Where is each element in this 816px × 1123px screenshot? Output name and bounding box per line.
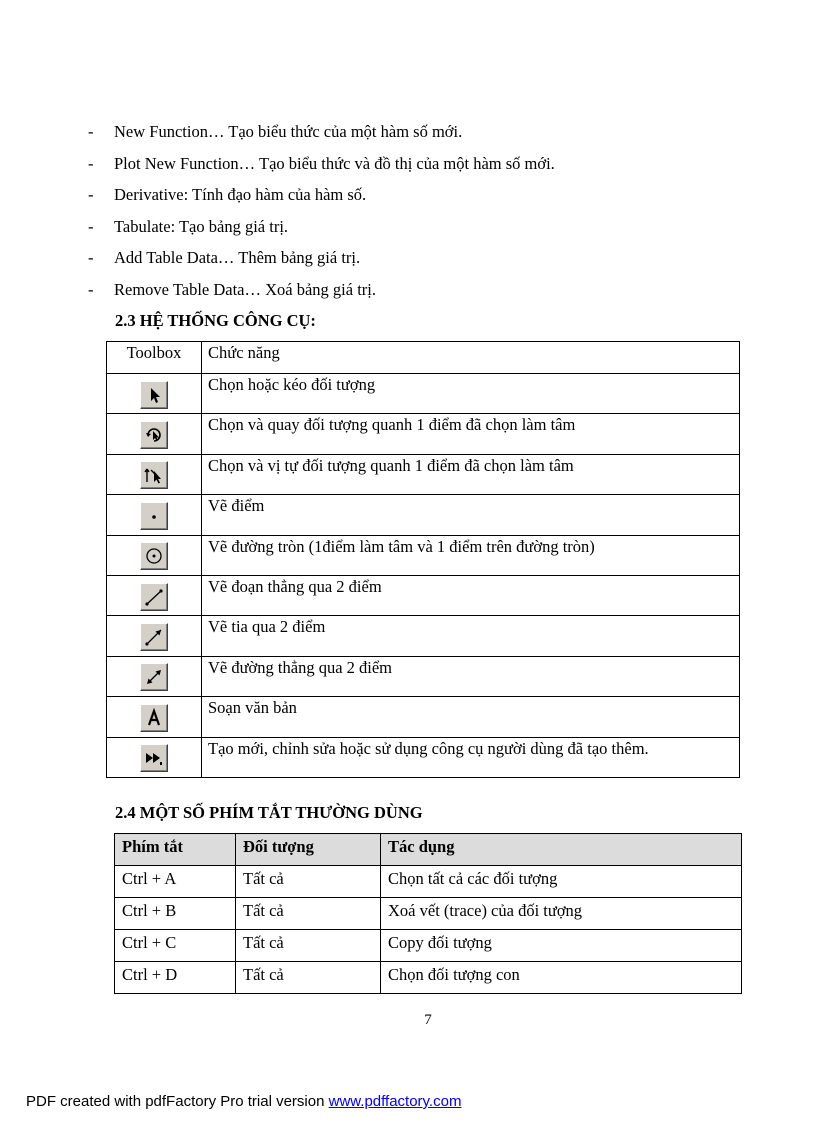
column-header-effect: Tác dụng (381, 834, 742, 866)
bullet-dash: - (88, 122, 94, 141)
tool-description: Vẽ đường tròn (1điểm làm tâm và 1 điểm trên đường tròn) (202, 535, 740, 575)
object-cell: Tất cả (236, 898, 381, 930)
tool-description: Vẽ tia qua 2 điểm (202, 616, 740, 656)
table-row (107, 575, 740, 615)
table-row (107, 697, 740, 737)
table-row (115, 962, 742, 994)
tool-description: Vẽ đoạn thẳng qua 2 điểm (202, 575, 740, 615)
rotate-icon (140, 421, 168, 449)
table-row (107, 414, 740, 454)
table-row (115, 866, 742, 898)
toolbox-table (106, 341, 740, 778)
shortcut-cell: Ctrl + B (115, 898, 236, 930)
effect-cell: Copy đối tượng (381, 930, 742, 962)
tool-description: Vẽ đường thẳng qua 2 điểm (202, 656, 740, 696)
footer-text: PDF created with pdfFactory Pro trial version (26, 1093, 329, 1110)
pdf-footer (26, 1093, 461, 1110)
shortcut-cell: Ctrl + C (115, 930, 236, 962)
column-header-object: Đối tượng (236, 834, 381, 866)
bullet-text: Remove Table Data… Xoá bảng giá trị. (114, 279, 377, 299)
tool-description: Chọn và vị tự đối tượng quanh 1 điểm đã chọn làm tâm (202, 454, 740, 494)
effect-cell: Chọn đối tượng con (381, 962, 742, 994)
table-row (115, 898, 742, 930)
list-item (88, 150, 788, 182)
list-item (88, 244, 788, 276)
bullet-text: Add Table Data… Thêm bảng giá trị. (114, 248, 361, 267)
list-item (88, 276, 788, 308)
bullet-dash: - (88, 216, 94, 236)
table-header-row (115, 834, 742, 866)
footer-link[interactable]: www.pdffactory.com (328, 1093, 462, 1110)
tool-description: Vẽ điểm (202, 495, 740, 535)
bullet-text: Tabulate: Tạo bảng giá trị. (114, 216, 289, 236)
line-icon (140, 663, 168, 691)
segment-icon (140, 583, 168, 611)
point-icon (140, 502, 168, 530)
ray-icon (140, 623, 168, 651)
dilate-icon (140, 461, 168, 489)
bullet-dash: - (88, 279, 94, 299)
shortcut-table (114, 833, 742, 994)
bullet-dash: - (88, 153, 94, 173)
object-cell: Tất cả (236, 866, 381, 898)
column-header-shortcut: Phím tắt (115, 834, 236, 866)
table-row (107, 656, 740, 696)
page-number: 7 (424, 1012, 432, 1028)
table-row (115, 930, 742, 962)
object-cell: Tất cả (236, 962, 381, 994)
effect-cell: Xoá vết (trace) của đối tượng (381, 898, 742, 930)
bullet-dash: - (88, 185, 94, 204)
arrow-select-icon (140, 381, 168, 409)
table-row (107, 535, 740, 575)
table-row (107, 374, 740, 414)
text-icon (140, 704, 168, 732)
table-row (107, 495, 740, 535)
tool-description: Chọn hoặc kéo đối tượng (202, 374, 740, 414)
bullet-text: Plot New Function… Tạo biểu thức và đồ thị của một hàm số mới. (114, 153, 555, 173)
table-header-row (107, 342, 740, 374)
circle-icon (140, 542, 168, 570)
table-row (107, 737, 740, 777)
column-header-function: Chức năng (202, 342, 740, 374)
section-heading-shortcuts: 2.4 MỘT SỐ PHÍM TẮT THƯỜNG DÙNG (115, 803, 423, 822)
bullet-text: Derivative: Tính đạo hàm của hàm số. (114, 185, 367, 204)
list-item (88, 213, 788, 245)
shortcut-cell: Ctrl + A (115, 866, 236, 898)
custom-tool-icon (140, 744, 168, 772)
effect-cell: Chọn tất cả các đối tượng (381, 866, 742, 898)
bullet-dash: - (88, 248, 94, 267)
shortcut-cell: Ctrl + D (115, 962, 236, 994)
tool-description: Tạo mới, chỉnh sửa hoặc sử dụng công cụ người dùng đã tạo thêm. (202, 737, 740, 777)
object-cell: Tất cả (236, 930, 381, 962)
bullet-list (88, 118, 788, 307)
bullet-text: New Function… Tạo biểu thức của một hàm số mới. (114, 122, 463, 141)
list-item (88, 181, 788, 213)
table-row (107, 454, 740, 494)
section-heading-toolbox: 2.3 HỆ THỐNG CÔNG CỤ: (115, 311, 316, 330)
list-item (88, 118, 788, 150)
table-row (107, 616, 740, 656)
tool-description: Soạn văn bản (202, 697, 740, 737)
column-header-toolbox: Toolbox (107, 342, 202, 374)
tool-description: Chọn và quay đối tượng quanh 1 điểm đã chọn làm tâm (202, 414, 740, 454)
